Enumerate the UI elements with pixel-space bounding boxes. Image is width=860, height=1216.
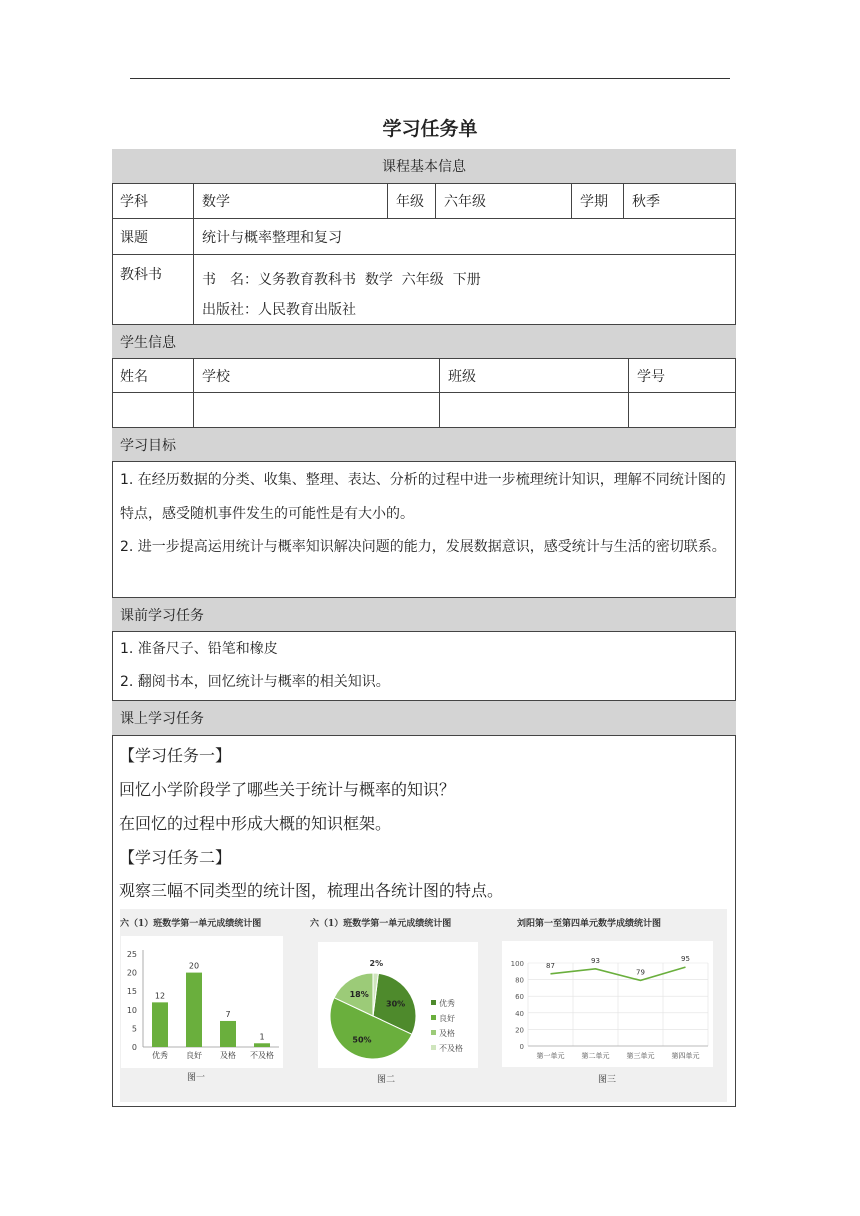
bar-ytick-label: 20 [126, 968, 137, 978]
pie-chart-card [318, 942, 478, 1068]
task1-title: 【学习任务一】 [119, 746, 232, 765]
textbook-label: 教科书 [112, 255, 194, 324]
line-ytick-label: 20 [515, 1026, 524, 1035]
pie-chart [318, 942, 478, 1068]
school-label: 学校 [194, 359, 440, 392]
student-header-row [112, 325, 736, 359]
term-value: 秋季 [632, 194, 660, 210]
grade-label: 年级 [388, 184, 436, 218]
pie-legend-label: 良好 [439, 1014, 455, 1023]
pie-legend-label: 不及格 [439, 1044, 463, 1053]
pie-chart-caption: 图二 [377, 1075, 396, 1085]
line-chart [502, 941, 713, 1067]
subject-value: 数学 [194, 184, 388, 218]
bar-chart-title: 六（1）班数学第一单元成绩统计图 [120, 919, 262, 929]
line-category-label: 第三单元 [626, 1052, 655, 1060]
task1-line1: 回忆小学阶段学了哪些关于统计与概率的知识？ [119, 780, 456, 799]
goals-header: 学习目标 [120, 437, 176, 454]
class-label: 班级 [440, 359, 629, 392]
pie-value-label: 2% [369, 959, 384, 969]
student-header: 学生信息 [120, 334, 176, 351]
number-label: 学号 [637, 368, 665, 385]
line-chart-card [502, 941, 713, 1067]
bar-value-label: 7 [225, 1009, 231, 1019]
task2-line1: 观察三幅不同类型的统计图，梳理出各统计图的特点。 [119, 881, 504, 900]
bar-ytick-label: 25 [126, 950, 137, 959]
student-label-row [112, 359, 736, 393]
pie-legend-swatch [431, 1015, 436, 1020]
pre-task-1: 1. 准备尺子、铅笔和橡皮 [120, 641, 278, 657]
bar-category-label: 不及格 [250, 1051, 274, 1060]
line-value-label: 93 [591, 956, 600, 965]
pre-task-2: 2. 翻阅书本，回忆统计与概率的相关知识。 [120, 674, 390, 690]
bar-1 [186, 973, 202, 1047]
statistics-figures [120, 909, 727, 1102]
topic-label: 课题 [112, 219, 194, 254]
line-value-label: 95 [681, 955, 690, 964]
bar-3 [254, 1043, 270, 1047]
goals-header-row [112, 428, 736, 462]
line-category-label: 第二单元 [581, 1052, 610, 1060]
line-chart-caption: 图三 [598, 1075, 617, 1085]
student-input-row [112, 393, 736, 428]
pie-value-label: 50% [352, 1035, 372, 1045]
textbook-publisher: 出版社：人民教育出版社 [202, 302, 356, 318]
bar-ytick-label: 15 [126, 987, 137, 997]
bar-0 [152, 1002, 168, 1047]
textbook-info [194, 255, 736, 324]
pie-legend-swatch [431, 1030, 436, 1035]
line-category-label: 第一单元 [536, 1052, 565, 1060]
class-field[interactable] [440, 393, 629, 427]
course-header: 课程基本信息 [382, 159, 466, 175]
pie-legend-swatch [431, 1000, 436, 1005]
bar-value-label: 1 [259, 1032, 265, 1042]
pie-chart-title: 六（1）班数学第一单元成绩统计图 [310, 919, 452, 929]
term-label: 学期 [572, 184, 624, 218]
goal-1: 1. 在经历数据的分类、收集、整理、表达、分析的过程中进一步梳理统计知识，理解不同统计图的特点，感受随机事件发生的可能性是有大小的。 [120, 472, 726, 522]
topic-row [112, 219, 736, 255]
bar-ytick-label: 5 [131, 1024, 137, 1034]
bar-category-label: 优秀 [152, 1051, 168, 1060]
name-field[interactable] [112, 393, 194, 427]
line-ytick-label: 0 [519, 1043, 524, 1051]
subject-row [112, 184, 736, 219]
name-label: 姓名 [112, 359, 194, 392]
line-ytick-label: 100 [510, 960, 524, 968]
task1-line2: 在回忆的过程中形成大概的知识框架。 [119, 814, 392, 833]
line-ytick-label: 40 [515, 1009, 524, 1018]
class-task-header-row [112, 701, 736, 736]
line-value-label: 79 [636, 968, 645, 977]
line-ytick-label: 80 [515, 976, 524, 985]
header-rule [130, 78, 730, 79]
pie-legend-label: 优秀 [439, 999, 455, 1008]
number-field[interactable] [629, 393, 736, 427]
bar-chart-card [121, 936, 283, 1068]
pre-header-row [112, 598, 736, 632]
grade-value: 六年级 [436, 184, 572, 218]
pie-legend-label: 及格 [439, 1029, 455, 1038]
school-field[interactable] [194, 393, 440, 427]
bar-chart [121, 936, 283, 1068]
textbook-name: 书 名：义务教育教科书 数学 六年级 下册 [202, 272, 481, 288]
pie-value-label: 18% [349, 990, 369, 1000]
topic-value: 统计与概率整理和复习 [202, 229, 342, 246]
goal-2: 2. 进一步提高运用统计与概率知识解决问题的能力，发展数据意识，感受统计与生活的密切联系。 [120, 539, 726, 555]
bar-value-label: 12 [154, 991, 166, 1001]
pre-header: 课前学习任务 [120, 607, 204, 624]
line-ytick-label: 60 [515, 993, 524, 1002]
line-value-label: 87 [546, 961, 555, 970]
bar-value-label: 20 [188, 961, 200, 971]
pie-value-label: 30% [386, 999, 406, 1009]
bar-ytick-label: 0 [131, 1043, 137, 1052]
bar-category-label: 良好 [186, 1051, 202, 1060]
task2-title: 【学习任务二】 [119, 848, 232, 867]
line-chart-title: 刘阳第一至第四单元数学成绩统计图 [517, 919, 662, 929]
course-header-row [112, 149, 736, 184]
bar-ytick-label: 10 [126, 1005, 137, 1015]
textbook-row [112, 255, 736, 325]
pie-legend-swatch [431, 1045, 436, 1050]
bar-chart-caption: 图一 [187, 1073, 206, 1083]
class-task-header: 课上学习任务 [120, 711, 204, 727]
line-category-label: 第四单元 [671, 1052, 700, 1060]
page-title: 学习任务单 [382, 118, 478, 140]
bar-2 [220, 1021, 236, 1047]
subject-label: 学科 [112, 184, 194, 218]
bar-category-label: 及格 [220, 1051, 236, 1060]
